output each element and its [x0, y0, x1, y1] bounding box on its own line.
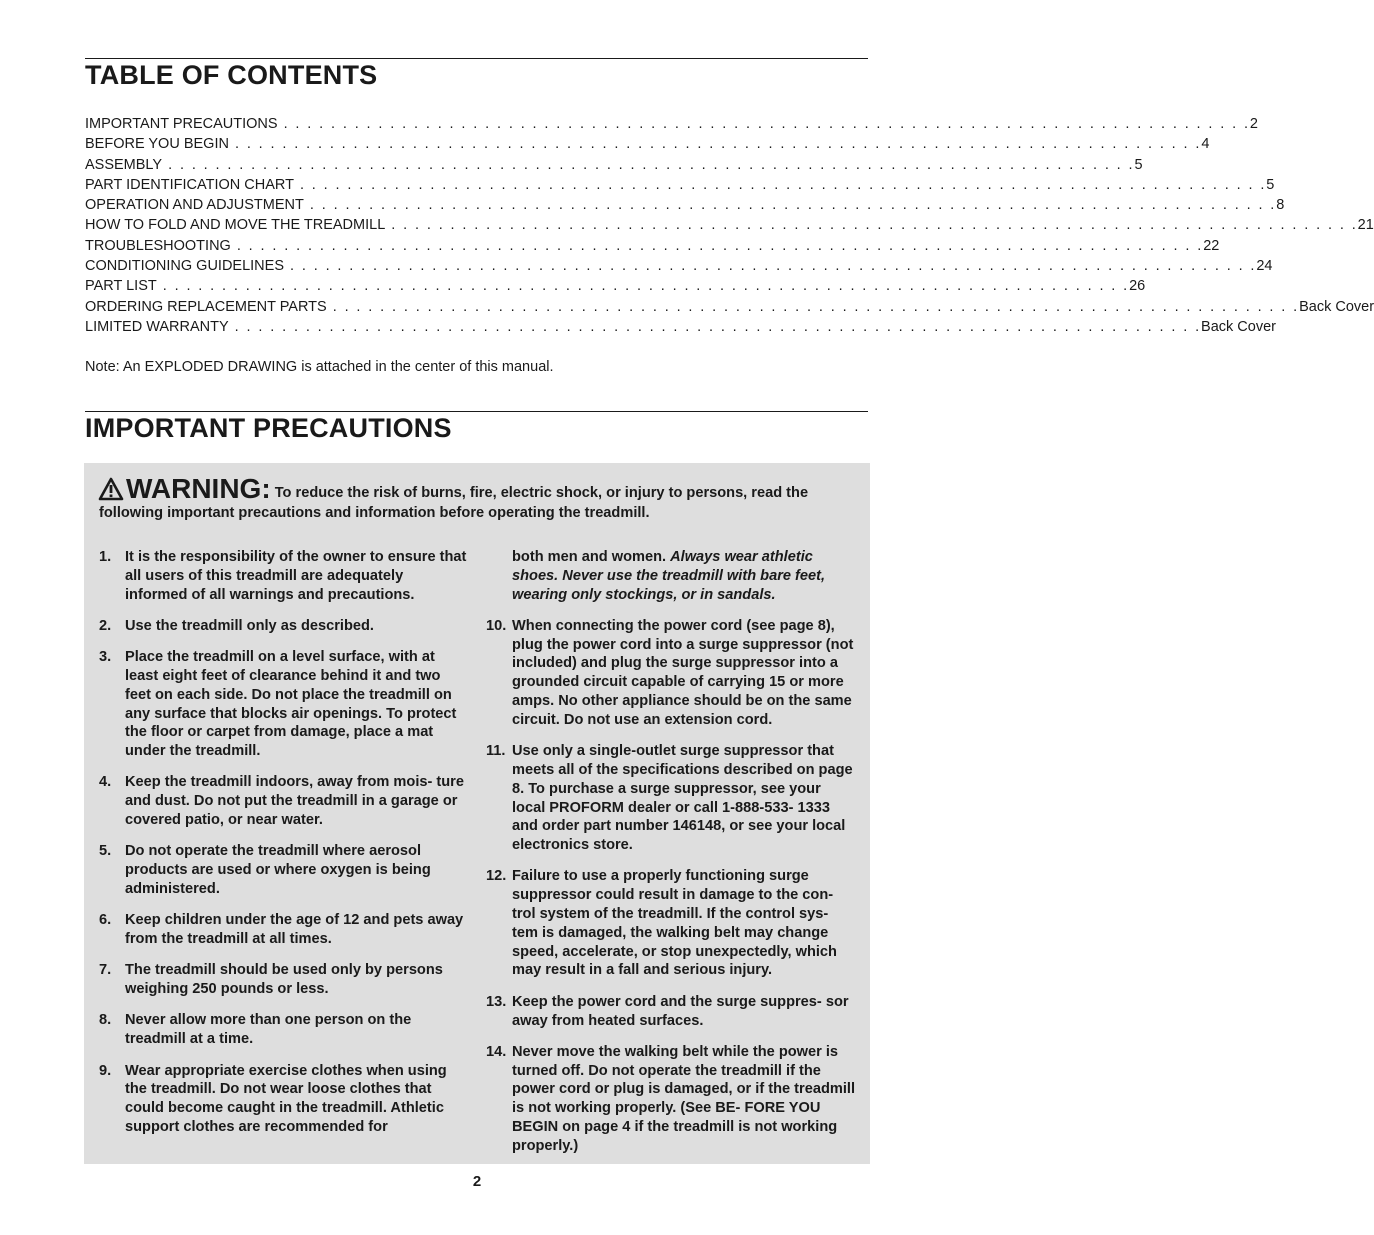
toc-entry-page: Back Cover [1299, 298, 1374, 315]
item-9-cont-text: both men and women. [512, 549, 667, 565]
item-9-continuation [486, 548, 856, 604]
precaution-number: 9. [99, 1062, 112, 1079]
toc-entry-page: Back Cover [1201, 318, 1276, 335]
toc-entry-title: ASSEMBLY [85, 156, 163, 173]
precaution-text: Keep children under the age of 12 and pets away from the treadmill at all times. [125, 912, 464, 948]
toc-entry [85, 298, 1374, 319]
precaution-text: Use the treadmill only as described. [125, 617, 374, 634]
toc-entry-page: 2 [1249, 116, 1258, 132]
toc-leader-dots: . . . . . . . . . . . . . . . . . . . . . . . . . . . . . . . . . . . . . . . . . . . . . . . . . . . . . . . . . . . . . . . . . . . . . . . . . . . . . . . . . . [332, 298, 1300, 315]
precaution-text: Failure to use a properly functioning surge suppressor could result in damage to the con- trol system of the treadmill. If the control sys- tem is damaged, the walking belt may change speed, accelerate, or stop unexpectedly, which may result in a fall and serious injury. [512, 868, 837, 979]
toc-entry [85, 258, 1273, 278]
precaution-item [99, 648, 469, 761]
toc-entry-title: ORDERING REPLACEMENT PARTS [85, 298, 327, 315]
toc-leader-dots: . . . . . . . . . . . . . . . . . . . . . . . . . . . . . . . . . . . . . . . . . . . . . . . . . . . . . . . . . . . . . . . . . . . . . . . . . . . . . . . . . . [309, 197, 1277, 214]
toc-entry-title: CONDITIONING GUIDELINES [85, 258, 284, 275]
precaution-text: Do not operate the treadmill where aerosol products are used or where oxygen is being administered. [125, 843, 431, 897]
toc-leader-dots: . . . . . . . . . . . . . . . . . . . . . . . . . . . . . . . . . . . . . . . . . . . . . . . . . . . . . . . . . . . . . . . . . . . . . . . . . . . . . . . . . . [290, 258, 1257, 275]
precaution-number: 12. [486, 868, 507, 885]
precaution-item [486, 1043, 856, 1156]
toc-entry-page: 4 [1201, 136, 1210, 153]
toc-entry-title: TROUBLESHOOTING [85, 237, 231, 254]
precaution-item [99, 842, 469, 898]
top-rule [85, 58, 868, 59]
toc-leader-dots: . . . . . . . . . . . . . . . . . . . . . . . . . . . . . . . . . . . . . . . . . . . . . . . . . . . . . . . . . . . . . . . . . . . . . . . . . . . . . . . . . . [391, 217, 1358, 234]
precaution-item [99, 773, 469, 829]
precaution-text: Never allow more than one person on the treadmill at a time. [125, 1012, 412, 1048]
precaution-text: The treadmill should be used only by persons weighing 250 pounds or less. [125, 962, 443, 998]
precaution-number: 13. [486, 993, 507, 1010]
toc-entry-page: 5 [1134, 156, 1143, 173]
toc-entry-title: OPERATION AND ADJUSTMENT [85, 197, 304, 214]
precaution-text: Keep the power cord and the surge suppres- sor away from heated surfaces. [512, 993, 849, 1029]
precaution-number: 6. [99, 912, 112, 929]
toc-leader-dots: . . . . . . . . . . . . . . . . . . . . . . . . . . . . . . . . . . . . . . . . . . . . . . . . . . . . . . . . . . . . . . . . . . . . . . . . . . . . . . . . . . [234, 136, 1202, 153]
precaution-number: 2. [99, 617, 112, 634]
toc-entry [85, 278, 1146, 298]
precaution-item [486, 742, 856, 855]
toc-entry-title: IMPORTANT PRECAUTIONS [85, 116, 278, 132]
toc-entry-page: 5 [1266, 176, 1275, 193]
precaution-item [99, 911, 469, 949]
toc-entry [85, 156, 1143, 177]
precaution-number: 1. [99, 549, 112, 565]
precaution-text: Place the treadmill on a level surface, with at least eight feet of clearance behind it and two feet on each side. Do not place the treadmill on any surface that blocks air openings. To protect the floor or carpet from damage, place a mat under the treadmill. [125, 649, 457, 760]
precaution-number: 4. [99, 774, 112, 791]
toc-entry [85, 197, 1285, 217]
toc-entry-title: LIMITED WARRANTY [85, 318, 229, 335]
warning-text: To reduce the risk of burns, fire, electric shock, or injury to persons, read the following important precautions and information before operating the treadmill. [99, 485, 809, 521]
precaution-text: When connecting the power cord (see page 8), plug the power cord into a surge suppressor (not included) and plug the surge suppressor into a grounded circuit capable of carrying 15 or more amps. No other appliance should be on the same circuit. Do not use an extension cord. [512, 617, 854, 728]
precaution-text: Use only a single-outlet surge suppressor that meets all of the specifications described on page 8. To purchase a surge suppressor, see your local PROFORM dealer or call 1-888-533- 1333 and order part number 146148, or see your local electronics store. [512, 743, 853, 854]
precautions-heading: IMPORTANT PRECAUTIONS [85, 413, 452, 443]
toc-entry [85, 176, 1275, 197]
toc-entry [85, 116, 1258, 136]
toc-entry-page: 26 [1129, 278, 1146, 295]
toc-leader-dots: . . . . . . . . . . . . . . . . . . . . . . . . . . . . . . . . . . . . . . . . . . . . . . . . . . . . . . . . . . . . . . . . . . . . . . . . . . . . . . . . . . [162, 278, 1130, 295]
precaution-number: 7. [99, 962, 112, 979]
warning-label: WARNING: [126, 473, 271, 504]
toc-entry-title: HOW TO FOLD AND MOVE THE TREADMILL [85, 217, 386, 234]
warning-statement [99, 473, 859, 523]
precautions-rule [85, 411, 868, 412]
toc-entry [85, 136, 1210, 156]
precaution-item [486, 867, 856, 980]
precaution-number: 8. [99, 1012, 112, 1029]
precaution-text: Wear appropriate exercise clothes when using the treadmill. Do not wear loose clothes that could become caught in the treadmill. Athletic support clothes are recommended for [125, 1062, 447, 1135]
toc-entry-page: 21 [1357, 217, 1374, 234]
precaution-item [99, 1011, 469, 1049]
toc-heading: TABLE OF CONTENTS [85, 60, 378, 90]
page-number: 2 [472, 1173, 482, 1190]
toc-leader-dots: . . . . . . . . . . . . . . . . . . . . . . . . . . . . . . . . . . . . . . . . . . . . . . . . . . . . . . . . . . . . . . . . . . . . . . . . . . . . . . . . . . [236, 237, 1204, 254]
toc-leader-dots: . . . . . . . . . . . . . . . . . . . . . . . . . . . . . . . . . . . . . . . . . . . . . . . . . . . . . . . . . . . . . . . . . . . . . . . . . . . . . . . . . . [234, 318, 1202, 335]
precaution-item [486, 617, 856, 730]
toc-entry-title: PART IDENTIFICATION CHART [85, 176, 294, 193]
precautions-column-left [99, 548, 469, 1149]
warning-triangle-icon [99, 478, 123, 500]
precaution-item [99, 548, 469, 604]
precaution-number: 5. [99, 843, 112, 860]
toc-entry-page: 22 [1203, 237, 1220, 254]
precaution-text: Never move the walking belt while the power is turned off. Do not operate the treadmill if the power cord or plug is damaged, or if the treadmill is not working properly. (See BE- FORE YOU BEGIN on page 4 if the treadmill is not working properly.) [512, 1043, 856, 1154]
toc-entry [85, 237, 1220, 258]
toc-entry-page: 24 [1256, 258, 1273, 275]
precaution-item [486, 993, 856, 1031]
toc-leader-dots: . . . . . . . . . . . . . . . . . . . . . . . . . . . . . . . . . . . . . . . . . . . . . . . . . . . . . . . . . . . . . . . . . . . . . . . . . . . . . . . . . . [299, 176, 1267, 193]
toc-list [85, 116, 1374, 339]
toc-entry-title: BEFORE YOU BEGIN [85, 136, 229, 153]
precaution-number: 10. [486, 617, 507, 634]
item-9-cont-italic: Always wear athletic shoes. Never use the treadmill with bare feet, wearing only stockings, or in sandals. [512, 549, 826, 603]
precaution-text: It is the responsibility of the owner to ensure that all users of this treadmill are adequately informed of all warnings and precautions. [125, 549, 467, 603]
precaution-number: 3. [99, 649, 112, 666]
precaution-number: 14. [486, 1043, 507, 1060]
toc-note: Note: An EXPLODED DRAWING is attached in the center of this manual. [85, 359, 554, 375]
precautions-column-right [486, 548, 856, 1168]
toc-entry-page: 8 [1276, 197, 1285, 214]
precaution-item [99, 961, 469, 999]
precaution-item [99, 1062, 469, 1137]
precaution-item [99, 617, 469, 636]
toc-leader-dots: . . . . . . . . . . . . . . . . . . . . . . . . . . . . . . . . . . . . . . . . . . . . . . . . . . . . . . . . . . . . . . . . . . . . . . . . . . . . . . . . . . [283, 116, 1250, 132]
toc-entry [85, 318, 1276, 339]
toc-entry [85, 217, 1374, 237]
precaution-text: Keep the treadmill indoors, away from mois- ture and dust. Do not put the treadmill in a garage or covered patio, or near water. [125, 774, 464, 829]
toc-leader-dots: . . . . . . . . . . . . . . . . . . . . . . . . . . . . . . . . . . . . . . . . . . . . . . . . . . . . . . . . . . . . . . . . . . . . . . . . . . . . . . . . . . [168, 156, 1135, 173]
toc-entry-title: PART LIST [85, 278, 157, 295]
precaution-number: 11. [486, 743, 506, 760]
